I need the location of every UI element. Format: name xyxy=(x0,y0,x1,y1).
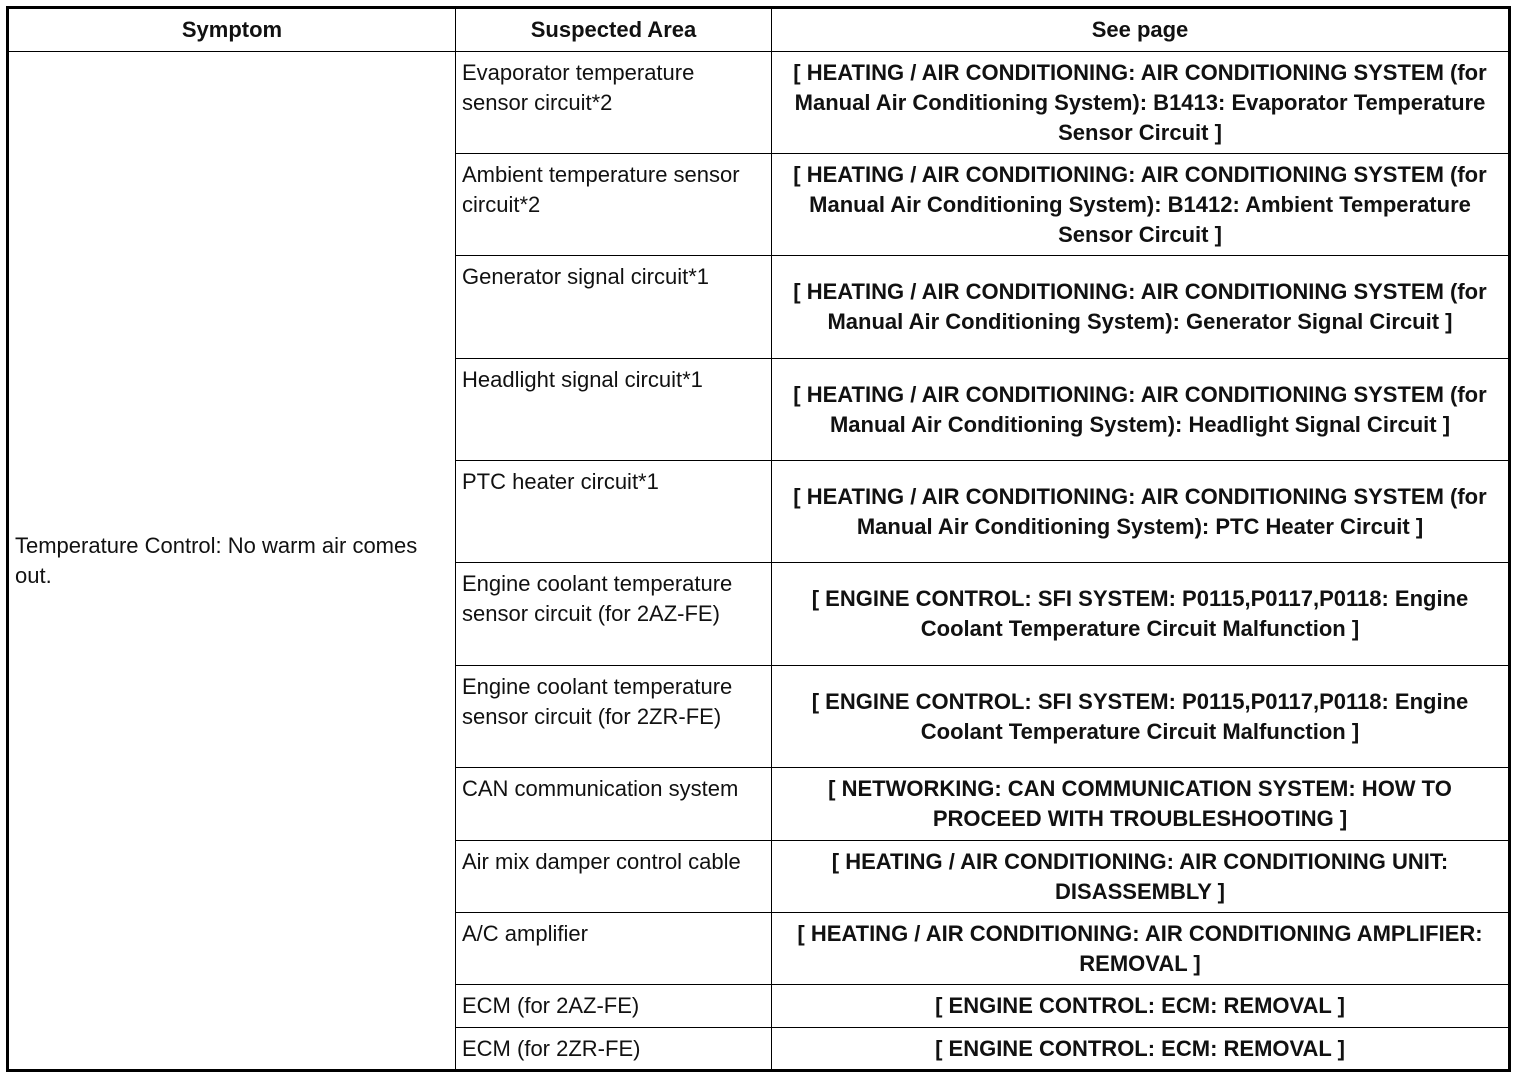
see-page-link[interactable]: [ HEATING / AIR CONDITIONING: AIR CONDITIONING SYSTEM (for Manual Air Conditioning System): B1413: Evaporator Temperature Sensor Circuit ] xyxy=(772,52,1510,154)
suspected-area-cell: ECM (for 2ZR-FE) xyxy=(456,1028,772,1071)
see-page-link[interactable]: [ ENGINE CONTROL: SFI SYSTEM: P0115,P0117,P0118: Engine Coolant Temperature Circuit Malfunction ] xyxy=(772,666,1510,768)
suspected-area-cell: Evaporator temperature sensor circuit*2 xyxy=(456,52,772,154)
troubleshooting-table xyxy=(6,6,1511,1072)
symptom-cell: Temperature Control: No warm air comes out. xyxy=(8,52,456,1071)
suspected-area-cell: A/C amplifier xyxy=(456,913,772,985)
suspected-area-cell: Headlight signal circuit*1 xyxy=(456,359,772,461)
header-symptom: Symptom xyxy=(8,8,456,52)
suspected-area-cell: Generator signal circuit*1 xyxy=(456,256,772,359)
see-page-link[interactable]: [ HEATING / AIR CONDITIONING: AIR CONDITIONING SYSTEM (for Manual Air Conditioning System): Generator Signal Circuit ] xyxy=(772,256,1510,359)
see-page-link[interactable]: [ HEATING / AIR CONDITIONING: AIR CONDITIONING SYSTEM (for Manual Air Conditioning System): Headlight Signal Circuit ] xyxy=(772,359,1510,461)
see-page-link[interactable]: [ ENGINE CONTROL: SFI SYSTEM: P0115,P0117,P0118: Engine Coolant Temperature Circuit Malfunction ] xyxy=(772,563,1510,666)
header-row xyxy=(8,8,1510,52)
suspected-area-cell: Engine coolant temperature sensor circuit (for 2AZ-FE) xyxy=(456,563,772,666)
see-page-link[interactable]: [ HEATING / AIR CONDITIONING: AIR CONDITIONING AMPLIFIER: REMOVAL ] xyxy=(772,913,1510,985)
table-row xyxy=(8,52,1510,154)
suspected-area-cell: Engine coolant temperature sensor circuit (for 2ZR-FE) xyxy=(456,666,772,768)
header-suspected-area: Suspected Area xyxy=(456,8,772,52)
suspected-area-cell: Ambient temperature sensor circuit*2 xyxy=(456,154,772,256)
see-page-link[interactable]: [ HEATING / AIR CONDITIONING: AIR CONDITIONING SYSTEM (for Manual Air Conditioning System): PTC Heater Circuit ] xyxy=(772,461,1510,563)
see-page-link[interactable]: [ NETWORKING: CAN COMMUNICATION SYSTEM: HOW TO PROCEED WITH TROUBLESHOOTING ] xyxy=(772,768,1510,841)
see-page-link[interactable]: [ ENGINE CONTROL: ECM: REMOVAL ] xyxy=(772,985,1510,1028)
header-see-page: See page xyxy=(772,8,1510,52)
suspected-area-cell: Air mix damper control cable xyxy=(456,841,772,913)
suspected-area-cell: CAN communication system xyxy=(456,768,772,841)
see-page-link[interactable]: [ HEATING / AIR CONDITIONING: AIR CONDITIONING UNIT: DISASSEMBLY ] xyxy=(772,841,1510,913)
see-page-link[interactable]: [ HEATING / AIR CONDITIONING: AIR CONDITIONING SYSTEM (for Manual Air Conditioning System): B1412: Ambient Temperature Sensor Circuit ] xyxy=(772,154,1510,256)
suspected-area-cell: PTC heater circuit*1 xyxy=(456,461,772,563)
see-page-link[interactable]: [ ENGINE CONTROL: ECM: REMOVAL ] xyxy=(772,1028,1510,1071)
suspected-area-cell: ECM (for 2AZ-FE) xyxy=(456,985,772,1028)
